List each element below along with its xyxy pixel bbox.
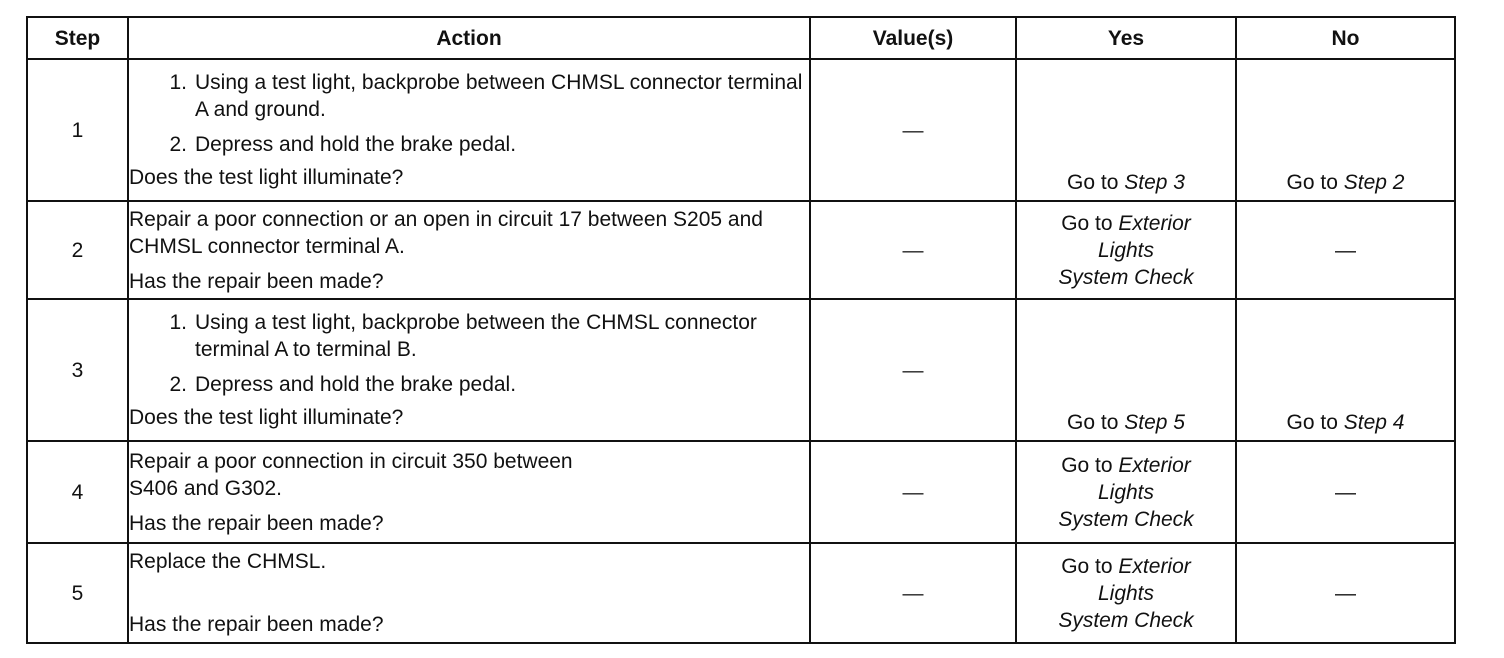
action-list [129, 69, 809, 158]
value-cell: — [810, 201, 1016, 299]
action-cell [128, 201, 810, 299]
value-cell: — [810, 543, 1016, 643]
header-yes: Yes [1016, 17, 1236, 59]
table-row [27, 59, 1455, 201]
step-number: 1 [27, 59, 128, 201]
item-text: Using a test light, backprobe between the CHMSL connector terminal A to terminal B. [195, 311, 757, 361]
instruction-text: Repair a poor connection or an open in circuit 17 between S205 and CHMSL connector terminal A. [129, 207, 763, 258]
question-text: Has the repair been made? [129, 269, 384, 293]
no-cell [1236, 59, 1455, 201]
list-item [129, 131, 809, 158]
item-number: 1. [169, 311, 187, 334]
item-text: Depress and hold the brake pedal. [195, 133, 517, 156]
list-item [129, 309, 809, 363]
yes-prefix: Go to [1061, 211, 1113, 235]
no-step-link[interactable]: Step 2 [1343, 171, 1405, 194]
yes-prefix: Go to [1061, 554, 1113, 578]
table-row [27, 201, 1455, 299]
action-cell [128, 441, 810, 543]
yes-link-line1[interactable]: Exterior [1118, 211, 1191, 235]
instruction-line1: Repair a poor connection in circuit 350 between [129, 449, 573, 473]
yes-step-link[interactable]: Step 3 [1124, 171, 1185, 194]
list-item [129, 69, 809, 123]
yes-cell [1016, 299, 1236, 441]
step-number: 2 [27, 201, 128, 299]
header-action: Action [128, 17, 810, 59]
item-text: Using a test light, backprobe between CHMSL connector terminal A and ground. [195, 71, 803, 121]
yes-cell [1016, 201, 1236, 299]
action-cell [128, 59, 810, 201]
instruction-text: Replace the CHMSL. [129, 550, 327, 573]
action-cell [128, 543, 810, 643]
question-text: Does the test light illuminate? [129, 166, 404, 189]
yes-cell [1016, 441, 1236, 543]
item-number: 1. [169, 71, 187, 94]
instruction-line2: S406 and G302. [129, 476, 282, 500]
question-text: Has the repair been made? [129, 613, 384, 636]
question-text: Has the repair been made? [129, 511, 384, 535]
yes-link-line2[interactable]: Lights [1097, 581, 1155, 605]
value-cell: — [810, 441, 1016, 543]
no-step-link[interactable]: Step 4 [1343, 411, 1405, 434]
yes-cell [1016, 543, 1236, 643]
list-item [129, 371, 809, 398]
yes-link-line2[interactable]: Lights [1097, 480, 1155, 504]
no-prefix: Go to [1286, 411, 1338, 434]
action-cell [128, 299, 810, 441]
yes-step-link[interactable]: Step 5 [1124, 411, 1185, 434]
header-step: Step [27, 17, 128, 59]
yes-link-line1[interactable]: Exterior [1118, 453, 1191, 477]
action-list [129, 309, 809, 398]
yes-prefix: Go to [1061, 453, 1113, 477]
yes-prefix: Go to [1067, 411, 1119, 434]
no-cell: — [1236, 543, 1455, 643]
header-no: No [1236, 17, 1455, 59]
diagnostic-table [26, 16, 1456, 644]
no-prefix: Go to [1286, 171, 1338, 194]
header-values: Value(s) [810, 17, 1016, 59]
yes-link-line3[interactable]: System Check [1058, 608, 1194, 632]
value-cell: — [810, 299, 1016, 441]
no-cell: — [1236, 201, 1455, 299]
question-text: Does the test light illuminate? [129, 406, 404, 429]
step-number: 3 [27, 299, 128, 441]
diagnostic-table-container [26, 16, 1454, 644]
yes-link-line1[interactable]: Exterior [1118, 554, 1191, 578]
item-text: Depress and hold the brake pedal. [195, 373, 517, 396]
yes-prefix: Go to [1067, 171, 1119, 194]
item-number: 2. [169, 133, 187, 156]
value-cell: — [810, 59, 1016, 201]
yes-cell [1016, 59, 1236, 201]
table-row [27, 441, 1455, 543]
item-number: 2. [169, 373, 187, 396]
no-cell: — [1236, 441, 1455, 543]
table-row [27, 543, 1455, 643]
yes-link-line2[interactable]: Lights [1097, 238, 1155, 262]
step-number: 5 [27, 543, 128, 643]
yes-link-line3[interactable]: System Check [1058, 507, 1194, 531]
step-number: 4 [27, 441, 128, 543]
table-row [27, 299, 1455, 441]
no-cell [1236, 299, 1455, 441]
yes-link-line3[interactable]: System Check [1058, 265, 1194, 289]
header-row [27, 17, 1455, 59]
